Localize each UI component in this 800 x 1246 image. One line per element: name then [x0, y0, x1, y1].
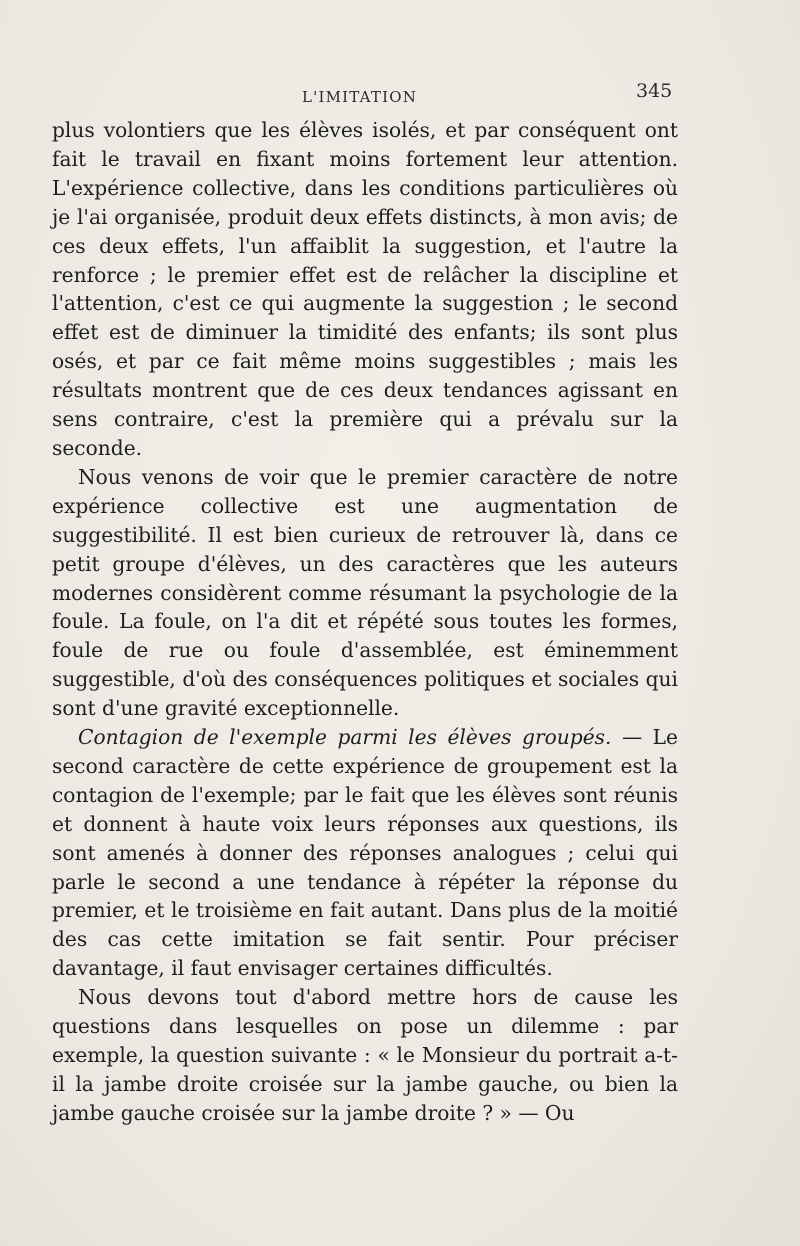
paragraph-2: Nous venons de voir que le premier caractère de notre expérience collective est une augmentation de suggestibilité. Il est bien curieux de retrouver là, dans ce petit groupe d'élèves, un des caractères que les auteurs modernes considèrent comme résumant la psychologie de la foule. La foule, on l'a dit et répété sous toutes les formes, foule de rue ou foule d'assemblée, est éminemment suggestible, d'où des conséquences politiques et sociales qui sont d'une gravité exceptionnelle.	[52, 464, 678, 721]
paragraph-1: plus volontiers que les élèves isolés, et par conséquent ont fait le travail en fixant moins fortement leur attention. L'expérience collective, dans les conditions particulières où je l'ai organisée, produit deux effets distincts, à mon avis; de ces deux effets, l'un affaiblit la suggestion, et l'autre la renforce ; le premier effet est de relâcher la discipline et l'attention, c'est ce qui augmente la suggestion ; le second effet est de diminuer la timidité des enfants; ils sont plus osés, et par ce fait même moins suggestibles ; mais les résultats montrent que de ces deux tendances agissant en sens contraire, c'est la première qui a prévalu sur la seconde.	[52, 118, 678, 460]
section-heading: Contagion de l'exemple parmi les élèves groupés.	[78, 725, 612, 750]
page-number: 345	[636, 80, 673, 102]
running-head	[0, 80, 800, 110]
running-title: L'IMITATION	[302, 88, 418, 106]
paragraph-3-text: — Le second caractère de cette expérience de groupement est la contagion de l'exemple; par le fait que les élèves sont réunis et donnent à haute voix leurs réponses aux questions, ils sont amenés à donner des réponses analogues ; celui qui parle le second a une tendance à répéter la réponse du premier, et le troisième en fait autant. Dans plus de la moitié des cas cette imitation se fait sentir. Pour préciser davantage, il faut envisager certaines difficultés.	[52, 725, 678, 981]
paragraph-3	[52, 723, 678, 983]
body-text	[52, 116, 678, 1128]
paragraph-4: Nous devons tout d'abord mettre hors de cause les questions dans lesquelles on pose un dilemme : par exemple, la question suivante : « le Monsieur du portrait a-t-il la jambe droite croisée sur la jambe gauche, ou bien la jambe gauche croisée sur la jambe droite ? » — Ou	[52, 985, 678, 1125]
